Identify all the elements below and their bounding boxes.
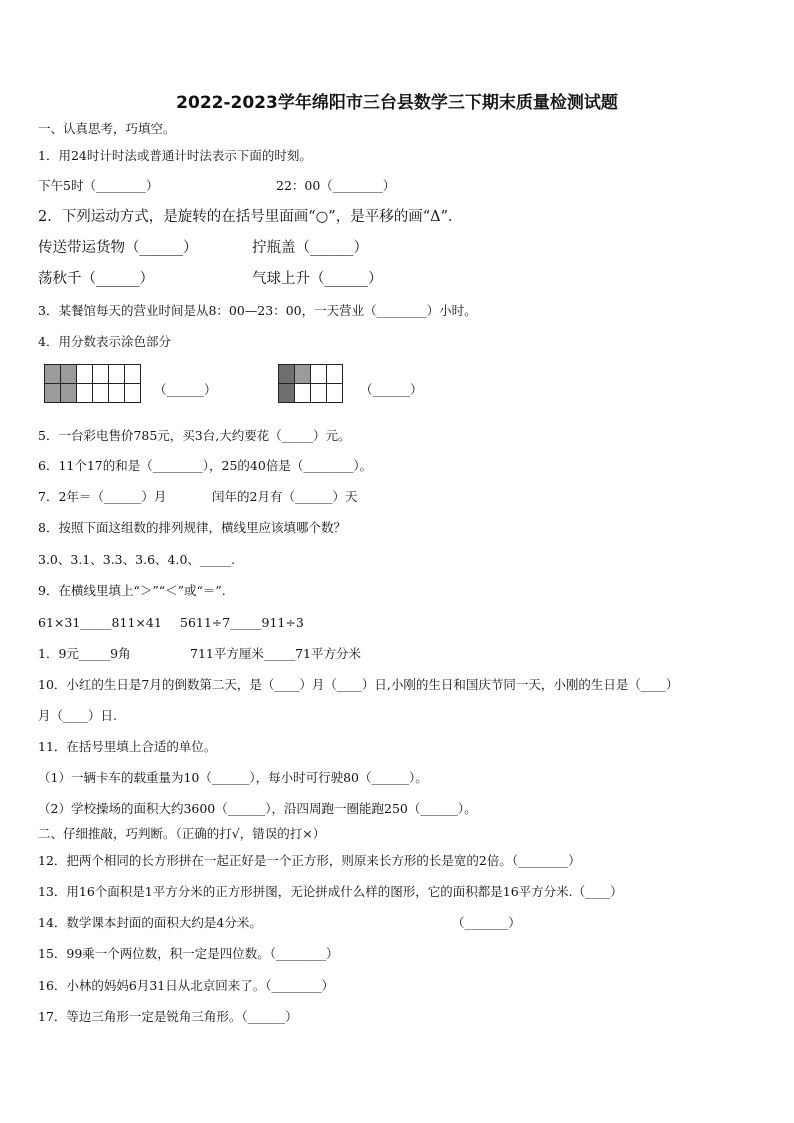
page-title: 2022-2023学年绵阳市三台县数学三下期末质量检测试题 (176, 93, 618, 113)
question-8: 8．按照下面这组数的排列规律，横线里应该填哪个数？ (38, 520, 346, 535)
question-2-part-d: 气球上升（______） (252, 271, 383, 287)
section-1-heading: 一、认真思考，巧填空。 (38, 121, 176, 136)
question-4-blank-b: （______） (360, 382, 423, 397)
question-11-part-1: （1）一辆卡车的载重量为10（______），每小时可行驶80（______）。 (38, 770, 428, 785)
question-7-part-b: 闰年的2月有（______）天 (212, 489, 358, 504)
question-8-sequence: 3.0、3.1、3.3、3.6、4.0、_____. (38, 552, 236, 567)
question-9: 9．在横线里填上“＞”“＜”或“＝”. (38, 583, 226, 598)
question-4: 4．用分数表示涂色部分 (38, 334, 171, 349)
question-1-part-a: 下午5时（________） (38, 178, 159, 193)
question-9-part-b: 5611÷7_____911÷3 (180, 615, 304, 630)
section-2-heading: 二、仔细推敲，巧判断。（正确的打√，错误的打×） (38, 826, 326, 841)
question-14: 14．数学课本封面的面积大约是4分米。 (38, 915, 262, 930)
question-5: 5．一台彩电售价785元，买3台,大约要花（_____）元。 (38, 428, 351, 443)
question-15: 15．99乘一个两位数，积一定是四位数。（________） (38, 946, 339, 961)
question-2-part-b: 拧瓶盖（______） (252, 240, 368, 256)
question-12: 12．把两个相同的长方形拼在一起正好是一个正方形，则原来长方形的长是宽的2倍。（________） (38, 853, 581, 868)
question-7-part-a: 7．2年＝（______）月 (38, 489, 167, 504)
question-1-part-b: 22：00（________） (276, 178, 396, 193)
question-10-line-2: 月（____）日. (38, 708, 117, 723)
question-9-part-c: 1．9元_____9角 (38, 646, 131, 661)
fraction-grid-a (44, 364, 141, 403)
question-2: 2．下列运动方式，是旋转的在括号里面画“○”，是平移的画“Δ”． (38, 209, 463, 225)
question-2-part-a: 传送带运货物（______） (38, 240, 198, 256)
question-4-blank-a: （______） (154, 382, 217, 397)
question-1: 1．用24时计时法或普通计时法表示下面的时刻。 (38, 148, 312, 163)
question-11-part-2: （2）学校操场的面积大约3600（______），沿四周跑一圈能跑250（______）。 (38, 801, 477, 816)
question-9-part-a: 61×31_____811×41 (38, 615, 162, 630)
question-2-part-c: 荡秋千（______） (38, 271, 154, 287)
question-11: 11．在括号里填上合适的单位。 (38, 739, 217, 754)
question-17: 17．等边三角形一定是锐角三角形。（______） (38, 1009, 298, 1024)
question-3: 3．某餐馆每天的营业时间是从8：00—23：00，一天营业（________）小时。 (38, 303, 477, 318)
fraction-grid-b (278, 364, 343, 403)
question-6: 6．11个17的和是（________），25的40倍是（________）。 (38, 458, 373, 473)
question-13: 13．用16个面积是1平方分米的正方形拼图，无论拼成什么样的图形，它的面积都是16平方分米.（____） (38, 884, 623, 899)
question-9-part-d: 711平方厘米_____71平方分米 (190, 646, 362, 661)
question-16: 16．小林的妈妈6月31日从北京回来了。（________） (38, 978, 335, 993)
question-10-line-1: 10．小红的生日是7月的倒数第二天，是（____）月（____）日,小刚的生日和国庆节同一天，小刚的生日是（____） (38, 677, 679, 692)
question-14-blank: （_______） (452, 915, 521, 930)
